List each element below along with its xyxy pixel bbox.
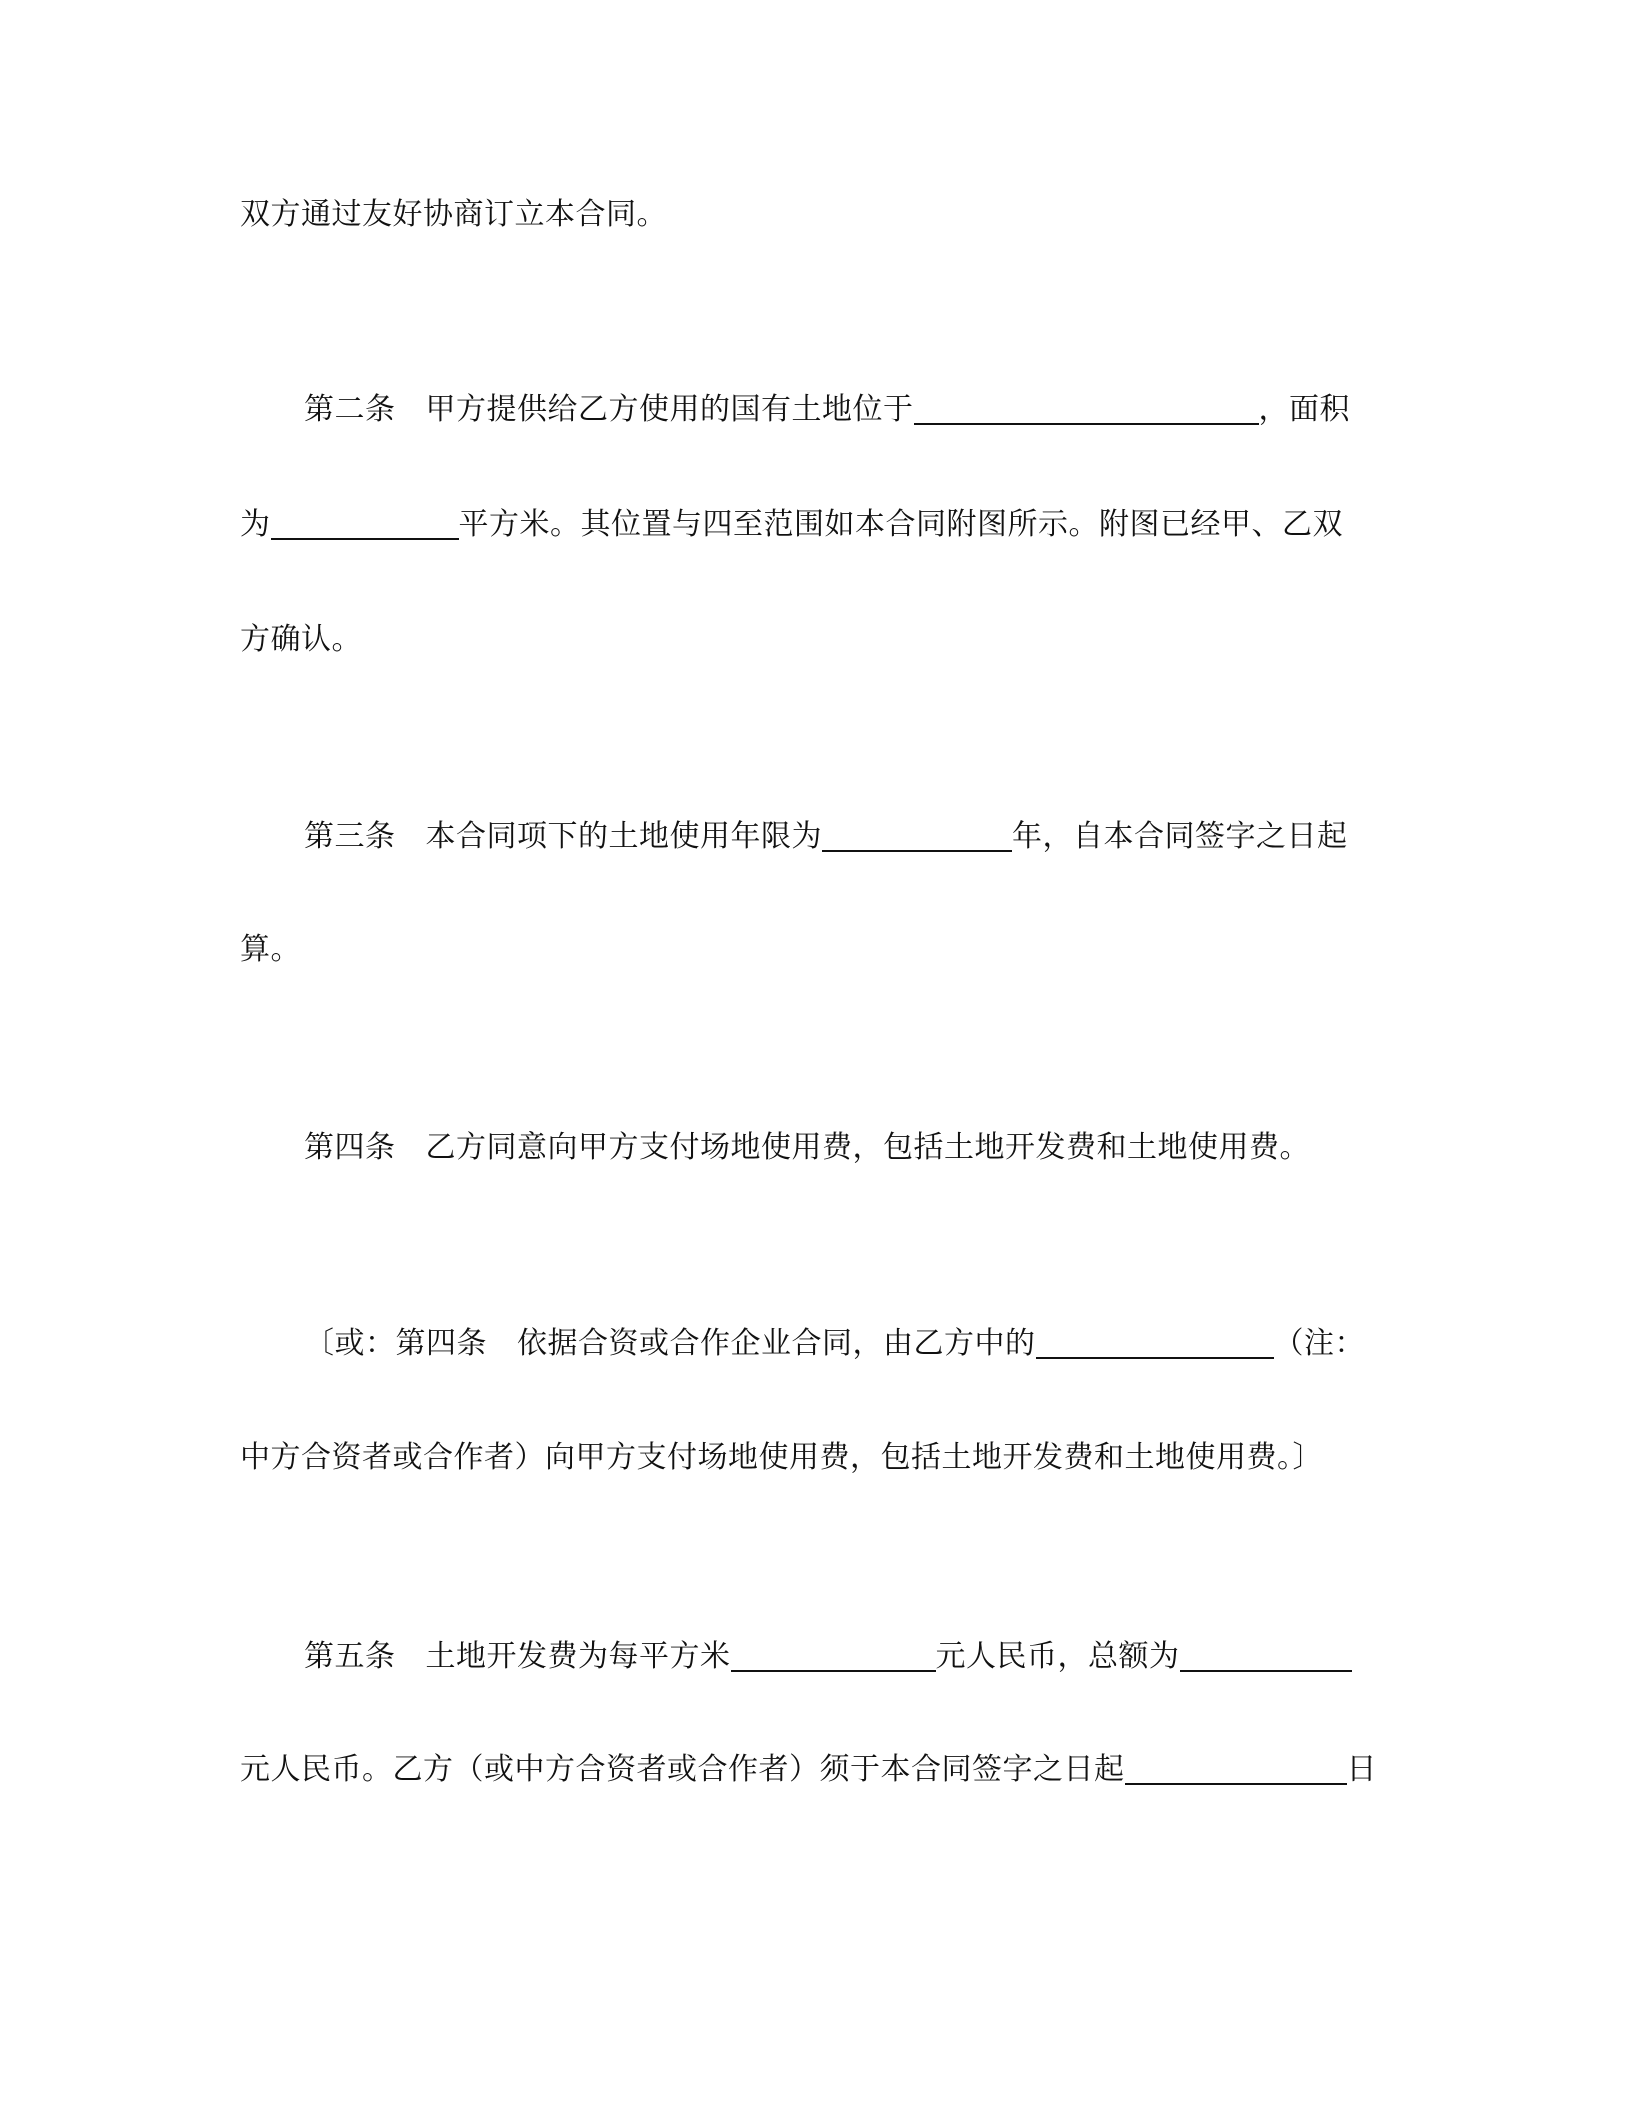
article-label: 第二条 — [304, 392, 396, 427]
article-label: 第三条 — [304, 819, 396, 854]
article-2-line-1 — [304, 390, 1350, 430]
article-2-line-2 — [240, 505, 1343, 545]
text-run: 算。 — [240, 932, 301, 967]
text-run: 〔或：第四条 — [304, 1326, 487, 1361]
text-run: （注： — [1273, 1326, 1365, 1361]
article-2-line-3 — [240, 620, 362, 660]
paragraph-intro-end — [240, 195, 667, 235]
text-run: 甲方提供给乙方使用的国有土地位于 — [425, 392, 914, 427]
fill-in-blank-party[interactable] — [1036, 1357, 1274, 1359]
text-run: 双方通过友好协商订立本合同。 — [240, 197, 667, 232]
fill-in-blank-price-per-sqm[interactable] — [731, 1670, 936, 1672]
text-run: 为 — [240, 507, 271, 542]
fill-in-blank-days[interactable] — [1125, 1783, 1347, 1785]
text-run: 元人民币，总额为 — [935, 1639, 1180, 1674]
text-run: 中方合资者或合作者）向甲方支付场地使用费，包括土地开发费和土地使用费。〕 — [240, 1440, 1323, 1475]
text-run: 乙方同意向甲方支付场地使用费，包括土地开发费和土地使用费。 — [425, 1130, 1310, 1165]
article-5-line-1 — [304, 1637, 1352, 1677]
article-5-line-2 — [240, 1750, 1377, 1790]
text-run: 年，自本合同签字之日起 — [1012, 819, 1348, 854]
text-run: ，面积 — [1258, 392, 1350, 427]
fill-in-blank-years[interactable] — [822, 850, 1012, 852]
article-label: 第四条 — [304, 1130, 396, 1165]
article-4-line-1 — [304, 1128, 1310, 1168]
text-run: 依据合资或合作企业合同，由乙方中的 — [517, 1326, 1036, 1361]
article-label: 第五条 — [304, 1639, 396, 1674]
text-run: 土地开发费为每平方米 — [425, 1639, 731, 1674]
text-run: 日 — [1346, 1752, 1377, 1787]
text-run: 元人民币。乙方（或中方合资者或合作者）须于本合同签字之日起 — [240, 1752, 1125, 1787]
article-3-line-2 — [240, 930, 301, 970]
article-3-line-1 — [304, 817, 1348, 857]
article-4-alt-line-2 — [240, 1438, 1323, 1478]
text-run: 平方米。其位置与四至范围如本合同附图所示。附图已经甲、乙双 — [458, 507, 1343, 542]
fill-in-blank-location[interactable] — [914, 423, 1259, 425]
article-4-alt-line-1 — [304, 1324, 1365, 1364]
fill-in-blank-area[interactable] — [271, 538, 459, 540]
text-run: 方确认。 — [240, 622, 362, 657]
text-run: 本合同项下的土地使用年限为 — [425, 819, 822, 854]
fill-in-blank-total[interactable] — [1180, 1670, 1352, 1672]
